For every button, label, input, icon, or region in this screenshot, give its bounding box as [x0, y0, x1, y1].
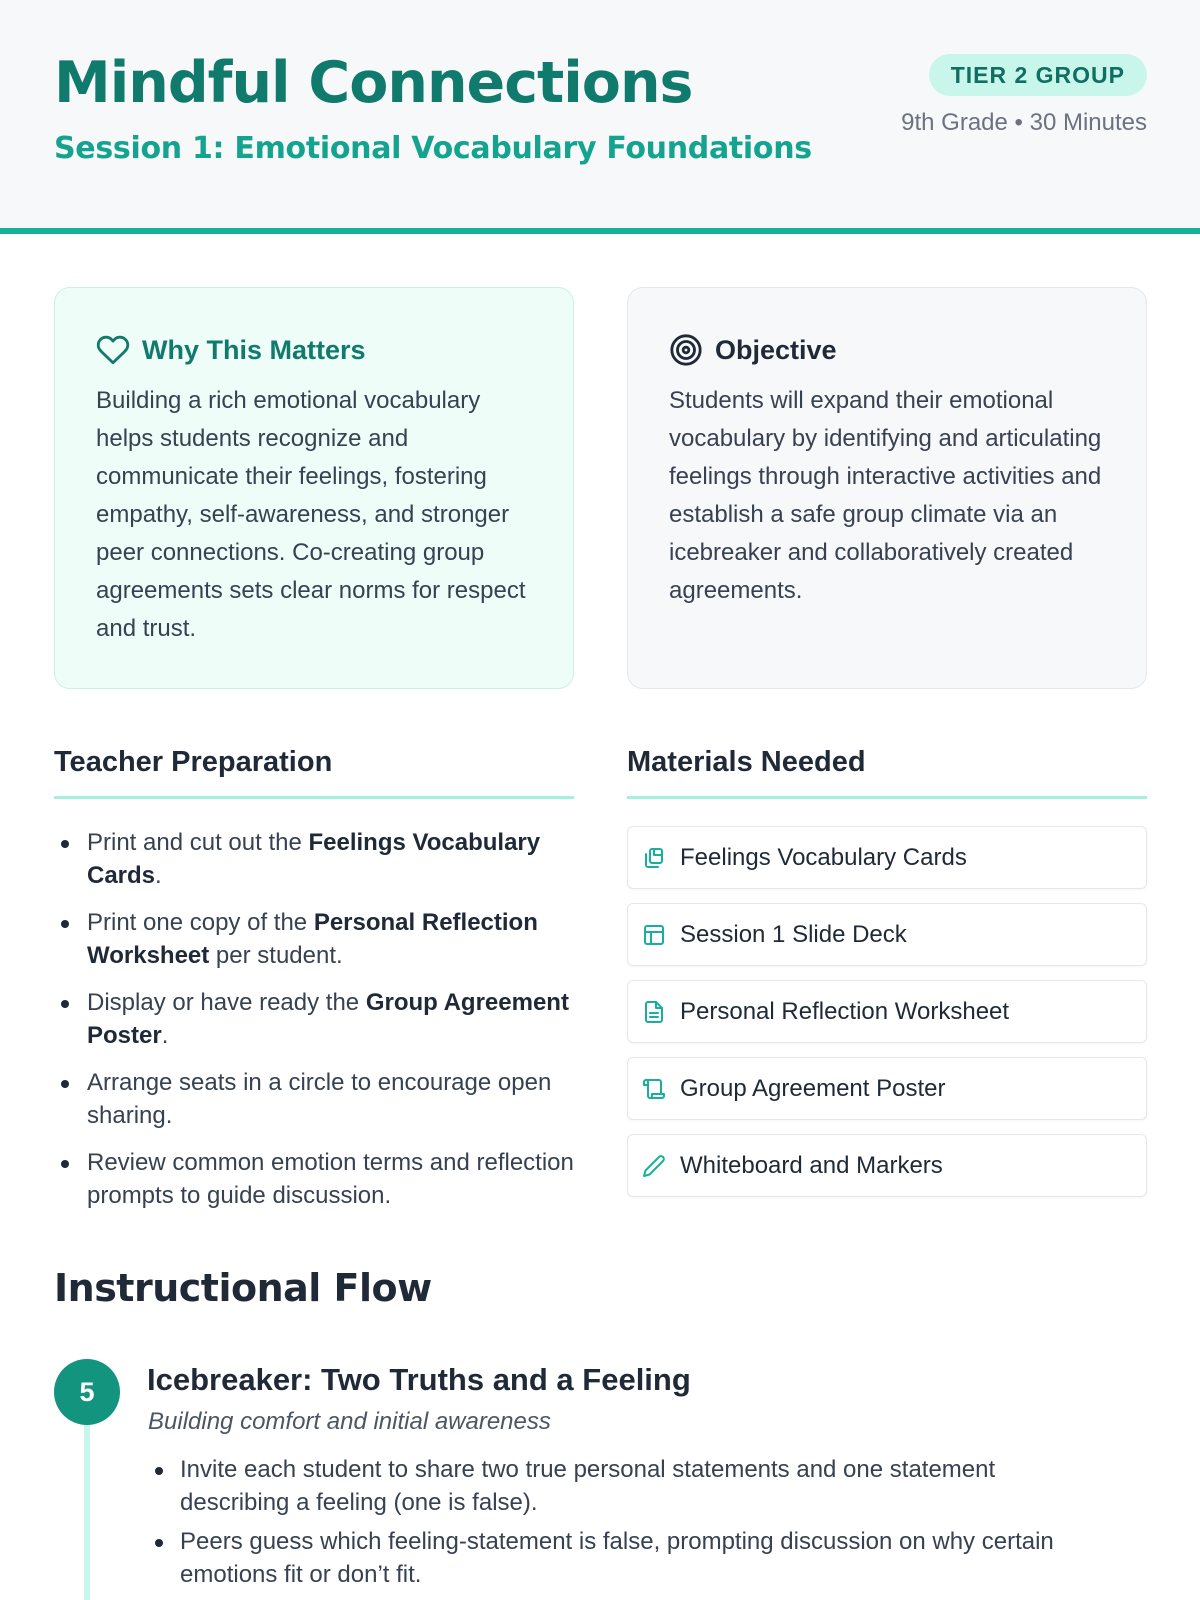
- heart-icon: [96, 333, 130, 367]
- material-item: [627, 1134, 1147, 1197]
- slides-layout-icon: [642, 923, 666, 947]
- material-label: Feelings Vocabulary Cards: [680, 843, 967, 871]
- material-label: Session 1 Slide Deck: [680, 920, 907, 948]
- prep-item: Review common emotion terms and reflection prompts to guide discussion.: [54, 1146, 579, 1212]
- tier-badge: TIER 2 GROUP: [929, 54, 1147, 96]
- prep-item: Print and cut out the Feelings Vocabulary Cards.: [54, 826, 579, 892]
- prep-item: Display or have ready the Group Agreement Poster.: [54, 986, 579, 1052]
- document-icon: [642, 1000, 666, 1024]
- teacher-preparation-list: [54, 826, 579, 1226]
- step-bullet: Peers guess which feeling-statement is false, prompting discussion on why certain emotions fit or don’t fit.: [147, 1525, 1107, 1591]
- material-item: [627, 903, 1147, 966]
- objective-card-body: Students will expand their emotional vocabulary by identifying and articulating feelings through interactive activities and establish a safe group climate via an icebreaker and collaboratively created agreements.: [669, 387, 1102, 604]
- materials-list: [627, 826, 1147, 1211]
- prep-item: Print one copy of the Personal Reflection Worksheet per student.: [54, 906, 579, 972]
- why-card-title: Why This Matters: [142, 334, 366, 365]
- step-subtitle: Building comfort and initial awareness: [148, 1408, 551, 1435]
- scroll-icon: [642, 1077, 666, 1101]
- material-label: Whiteboard and Markers: [680, 1151, 943, 1179]
- instructional-flow-heading: Instructional Flow: [54, 1266, 432, 1310]
- step-bullet-list: [147, 1453, 1107, 1597]
- objective-card: [627, 287, 1147, 689]
- materials-needed-heading: Materials Needed: [627, 746, 1147, 799]
- material-item: [627, 1057, 1147, 1120]
- material-label: Personal Reflection Worksheet: [680, 997, 1010, 1025]
- step-bullet: Invite each student to share two true personal statements and one statement describing a feeling (one is false).: [147, 1453, 1107, 1519]
- timeline-line: [84, 1400, 90, 1600]
- teacher-preparation-heading: Teacher Preparation: [54, 746, 574, 799]
- why-card-header: [96, 332, 533, 368]
- page-header: [0, 0, 1200, 234]
- material-label: Group Agreement Poster: [680, 1074, 946, 1102]
- objective-card-title: Objective: [715, 334, 837, 365]
- objective-card-header: [669, 332, 1106, 368]
- why-card-body: Building a rich emotional vocabulary helps students recognize and communicate their feelings, fostering empathy, self-awareness, and stronger peer connections. Co-creating group agreements sets clear norms for respect and trust.: [96, 387, 526, 642]
- material-item: [627, 980, 1147, 1043]
- page-title: Mindful Connections: [54, 50, 693, 116]
- target-icon: [669, 333, 703, 367]
- prep-item: Arrange seats in a circle to encourage open sharing.: [54, 1066, 579, 1132]
- why-this-matters-card: [54, 287, 574, 689]
- pencil-icon: [642, 1154, 666, 1178]
- step-title: Icebreaker: Two Truths and a Feeling: [147, 1362, 691, 1397]
- step-minutes-badge: 5: [54, 1359, 120, 1425]
- material-item: [627, 826, 1147, 889]
- session-subtitle: Session 1: Emotional Vocabulary Foundations: [54, 131, 812, 166]
- copy-cards-icon: [642, 846, 666, 870]
- grade-duration-meta: 9th Grade • 30 Minutes: [901, 109, 1147, 136]
